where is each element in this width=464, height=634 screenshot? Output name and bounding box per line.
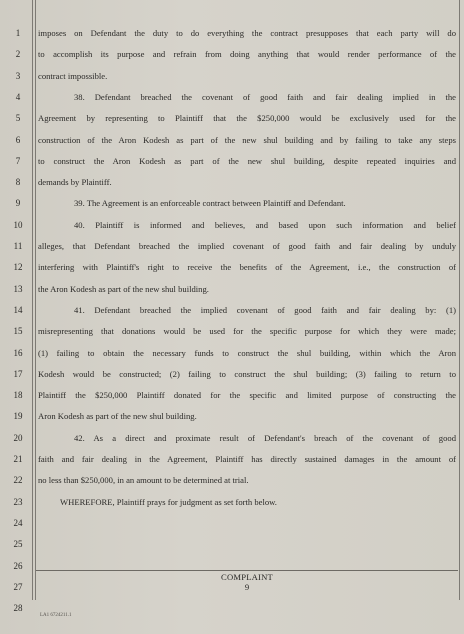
line-number: 12	[13, 262, 23, 273]
pleading-line: the Aron Kodesh as part of the new shul building.	[38, 283, 209, 294]
line-number: 13	[13, 283, 23, 294]
line-number: 6	[15, 134, 21, 145]
line-number: 25	[13, 539, 23, 550]
pleading-line: demands by Plaintiff.	[38, 177, 112, 188]
footer-rule	[36, 570, 458, 571]
pleading-line: alleges, that Defendant breached the implied covenant of good faith and fair dealing by unduly	[38, 241, 456, 251]
pleading-line: contract impossible.	[38, 70, 108, 81]
line-number: 21	[13, 454, 23, 464]
line-number: 24	[13, 517, 23, 528]
pleading-line: construction of the Aron Kodesh as part of the new shul building and by failing to take any steps	[38, 134, 456, 145]
pleading-line: misrepresenting that donations would be used for the specific purpose for which they were made;	[38, 326, 456, 337]
page-number: 9	[244, 582, 250, 592]
footer-title: COMPLAINT	[221, 572, 273, 582]
line-number: 17	[13, 368, 23, 379]
line-number: 26	[13, 560, 23, 571]
pleading-line: imposes on Defendant the duty to do everything the contract presupposes that each party will do	[38, 28, 456, 38]
left-margin-rule	[32, 0, 33, 600]
pleading-line: 41. Defendant breached the implied covenant of good faith and fair dealing by: (1)	[74, 304, 456, 315]
pleading-line: Agreement by representing to Plaintiff that the $250,000 would be exclusively used for the	[38, 113, 456, 124]
line-number: 19	[13, 411, 23, 422]
line-number: 1	[15, 28, 21, 38]
line-number: 23	[13, 496, 23, 507]
pleading-line: Plaintiff the $250,000 Plaintiff donated for the specific and limited purpose of constructing the	[38, 390, 456, 401]
line-number: 10	[13, 219, 23, 230]
line-number: 7	[15, 155, 21, 166]
line-number: 9	[15, 198, 21, 209]
pleading-line: to accomplish its purpose and refrain from doing anything that would render performance of the	[38, 49, 456, 60]
pleading-line: Kodesh would be constructed; (2) failing to construct the shul building; (3) failing to return to	[38, 368, 456, 379]
line-number: 27	[13, 581, 23, 592]
pleading-line: 39. The Agreement is an enforceable contract between Plaintiff and Defendant.	[74, 198, 346, 209]
line-number: 18	[13, 390, 23, 401]
pleading-line: 38. Defendant breached the covenant of good faith and fair dealing implied in the	[74, 91, 456, 102]
document-id: LA1 6724211.1	[40, 613, 72, 618]
line-number: 14	[13, 304, 23, 315]
line-number: 2	[15, 49, 21, 60]
line-number: 4	[15, 91, 21, 102]
line-number: 5	[15, 113, 21, 124]
line-number: 15	[13, 326, 23, 337]
pleading-line: faith and fair dealing in the Agreement, Plaintiff has directly sustained damages in the amount of	[38, 454, 456, 464]
pleading-line: WHEREFORE, Plaintiff prays for judgment as set forth below.	[60, 496, 277, 507]
pleading-line: Aron Kodesh as part of the new shul building.	[38, 411, 197, 422]
pleading-line: (1) failing to obtain the necessary funds to construct the shul building, within which the Aron	[38, 347, 456, 358]
pleading-line: no less than $250,000, in an amount to be determined at trial.	[38, 475, 249, 486]
pleading-line: 42. As a direct and proximate result of Defendant's breach of the covenant of good	[74, 432, 456, 443]
right-margin-rule	[459, 0, 460, 600]
line-number: 20	[13, 432, 23, 443]
pleading-line: interfering with Plaintiff's right to receive the benefits of the Agreement, i.e., the construction of	[38, 262, 456, 273]
line-number: 28	[13, 603, 23, 614]
line-number: 8	[15, 177, 21, 188]
line-number: 11	[13, 241, 23, 251]
line-number: 16	[13, 347, 23, 358]
pleading-line: 40. Plaintiff is informed and believes, and based upon such information and belief	[74, 219, 456, 230]
left-margin-rule-inner	[35, 0, 36, 600]
line-number: 3	[15, 70, 21, 81]
line-number: 22	[13, 475, 23, 486]
pleading-line: to construct the Aron Kodesh as part of the new shul building, despite repeated inquiries and	[38, 155, 456, 166]
